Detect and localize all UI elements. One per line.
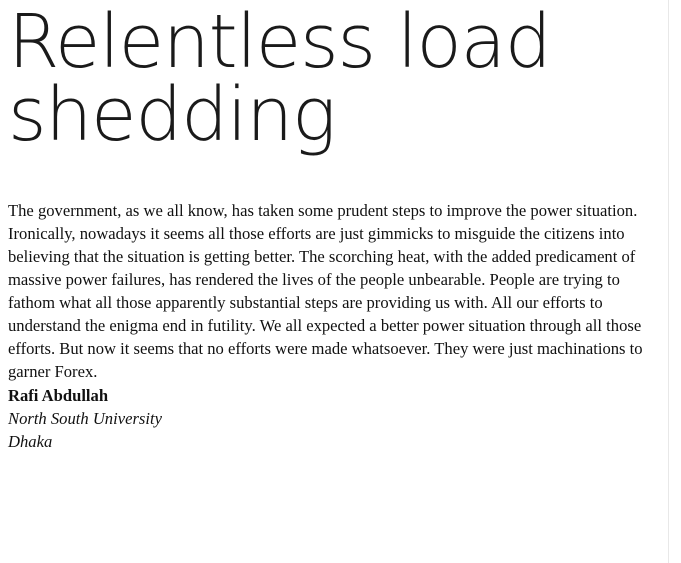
author-byline: Rafi Abdullah xyxy=(8,385,109,405)
author-location: Dhaka xyxy=(8,431,53,451)
author-affiliation: North South University xyxy=(8,408,162,428)
article-body: The government, as we all know, has taken some prudent steps to improve the power situation. Ironically, nowadays it seems all those efforts are just gimmicks to misguide the citizens into believing that the situation is getting better. The scorching heat, with the added predicament of massive power failures, has rendered the lives of the people unbearable. People are trying to fathom what all those apparently substantial steps are providing us with. All our efforts to understand the enigma end in futility. We all expected a better power situation through all those efforts. But now it seems that no efforts were made whatsoever. They were just machinations to garner Forex. xyxy=(8,201,643,382)
page-title: Relentless load shedding xyxy=(8,0,551,158)
page-right-margin xyxy=(668,0,681,563)
